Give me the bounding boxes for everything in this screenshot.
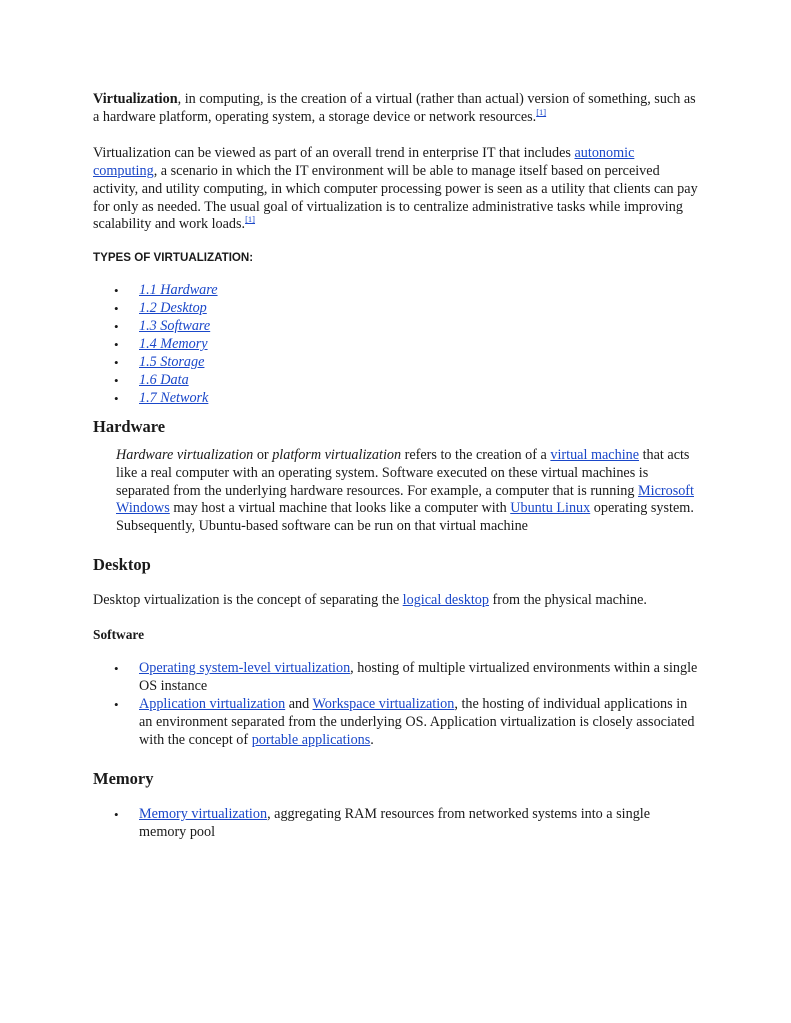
list-item [93,660,699,696]
intro-paragraph [93,91,699,127]
overview-text-2: , a scenario in which the IT environment will be able to manage itself based on perceived activity, and utility computing, in which computer processing power is seen as a utility that clients can pay for only as needed. The usual goal of virtualization is to centralize administrative tasks while improving scalability and work loads. [93,162,698,233]
logical-desktop-link[interactable]: logical desktop [402,592,489,609]
types-heading: TYPES OF VIRTUALIZATION: [93,251,254,265]
overview-citation-link[interactable]: [1] [245,214,256,225]
portable-applications-link[interactable]: portable applications [251,731,371,748]
intro-text: , in computing, is the creation of a virtual (rather than actual) version of something, such as a hardware platform, operating system, a storage device or network resources. [93,91,696,125]
hardware-text-3: may host a virtual machine that looks like a computer with [169,500,511,517]
toc-item [93,336,699,354]
application-virtualization-link[interactable]: Application virtualization [139,695,286,712]
autonomic-computing-link[interactable]: autonomic computing [93,144,635,179]
os-level-virtualization-link[interactable]: Operating system-level virtualization [139,660,351,677]
desktop-text-2: from the physical machine. [488,592,647,609]
desktop-text-1: Desktop virtualization is the concept of separating the [93,592,403,609]
memory-virtualization-link[interactable]: Memory virtualization [139,805,268,822]
hardware-term-1: Hardware virtualization [116,446,254,463]
intro-term: Virtualization [93,91,178,107]
toc-link-network[interactable]: 1.7 Network [139,389,209,406]
toc-list [93,282,699,407]
toc-link-software[interactable]: 1.3 Software [139,318,211,335]
ubuntu-linux-link[interactable]: Ubuntu Linux [510,500,591,517]
hardware-text-1: refers to the creation of a [401,446,551,463]
toc-link-storage[interactable]: 1.5 Storage [139,353,205,370]
software-list [93,660,699,750]
microsoft-windows-link[interactable]: Microsoft Windows [116,482,694,517]
software-item1-text: , hosting of multiple virtualized environments within a single OS instance [139,660,698,695]
intro-citation-link[interactable]: [1] [536,106,547,117]
desktop-heading: Desktop [93,555,151,575]
memory-list [93,806,699,842]
document-page [93,91,699,841]
memory-heading: Memory [93,768,154,788]
software-item2-and: and [285,695,313,712]
hardware-text-2: that acts like a real computer with an operating system. Software executed on these virtual machines is separated from the underlying hardware resources. For example, a computer that is running [116,446,690,499]
toc-link-data[interactable]: 1.6 Data [139,371,189,388]
list-item [93,806,699,842]
hardware-paragraph [116,447,699,537]
hardware-heading: Hardware [93,416,166,436]
software-heading: Software [93,627,145,643]
software-item2-end: . [370,731,374,748]
toc-item [93,354,699,372]
toc-item [93,372,699,390]
desktop-paragraph [93,592,699,610]
workspace-virtualization-link[interactable]: Workspace virtualization [312,695,455,712]
toc-item [93,390,699,408]
virtual-machine-link[interactable]: virtual machine [550,446,640,463]
hardware-term-2: platform virtualization [272,446,402,463]
hardware-or: or [253,446,273,463]
list-item [93,696,699,750]
software-item2-text: , the hosting of individual applications in an environment separated from the underlying OS. Application virtualization is closely associated with the concept of [139,695,695,748]
overview-text-1: Virtualization can be viewed as part of an overall trend in enterprise IT that includes [93,144,575,161]
toc-item [93,318,699,336]
toc-link-desktop[interactable]: 1.2 Desktop [139,300,207,317]
toc-item [93,282,699,300]
toc-item [93,300,699,318]
hardware-text-4: operating system. Subsequently, Ubuntu-based software can be run on that virtual machine [116,500,694,535]
overview-paragraph [93,145,699,235]
memory-item-text: , aggregating RAM resources from networked systems into a single memory pool [139,805,651,840]
toc-link-memory[interactable]: 1.4 Memory [139,336,208,353]
toc-link-hardware[interactable]: 1.1 Hardware [139,282,218,299]
